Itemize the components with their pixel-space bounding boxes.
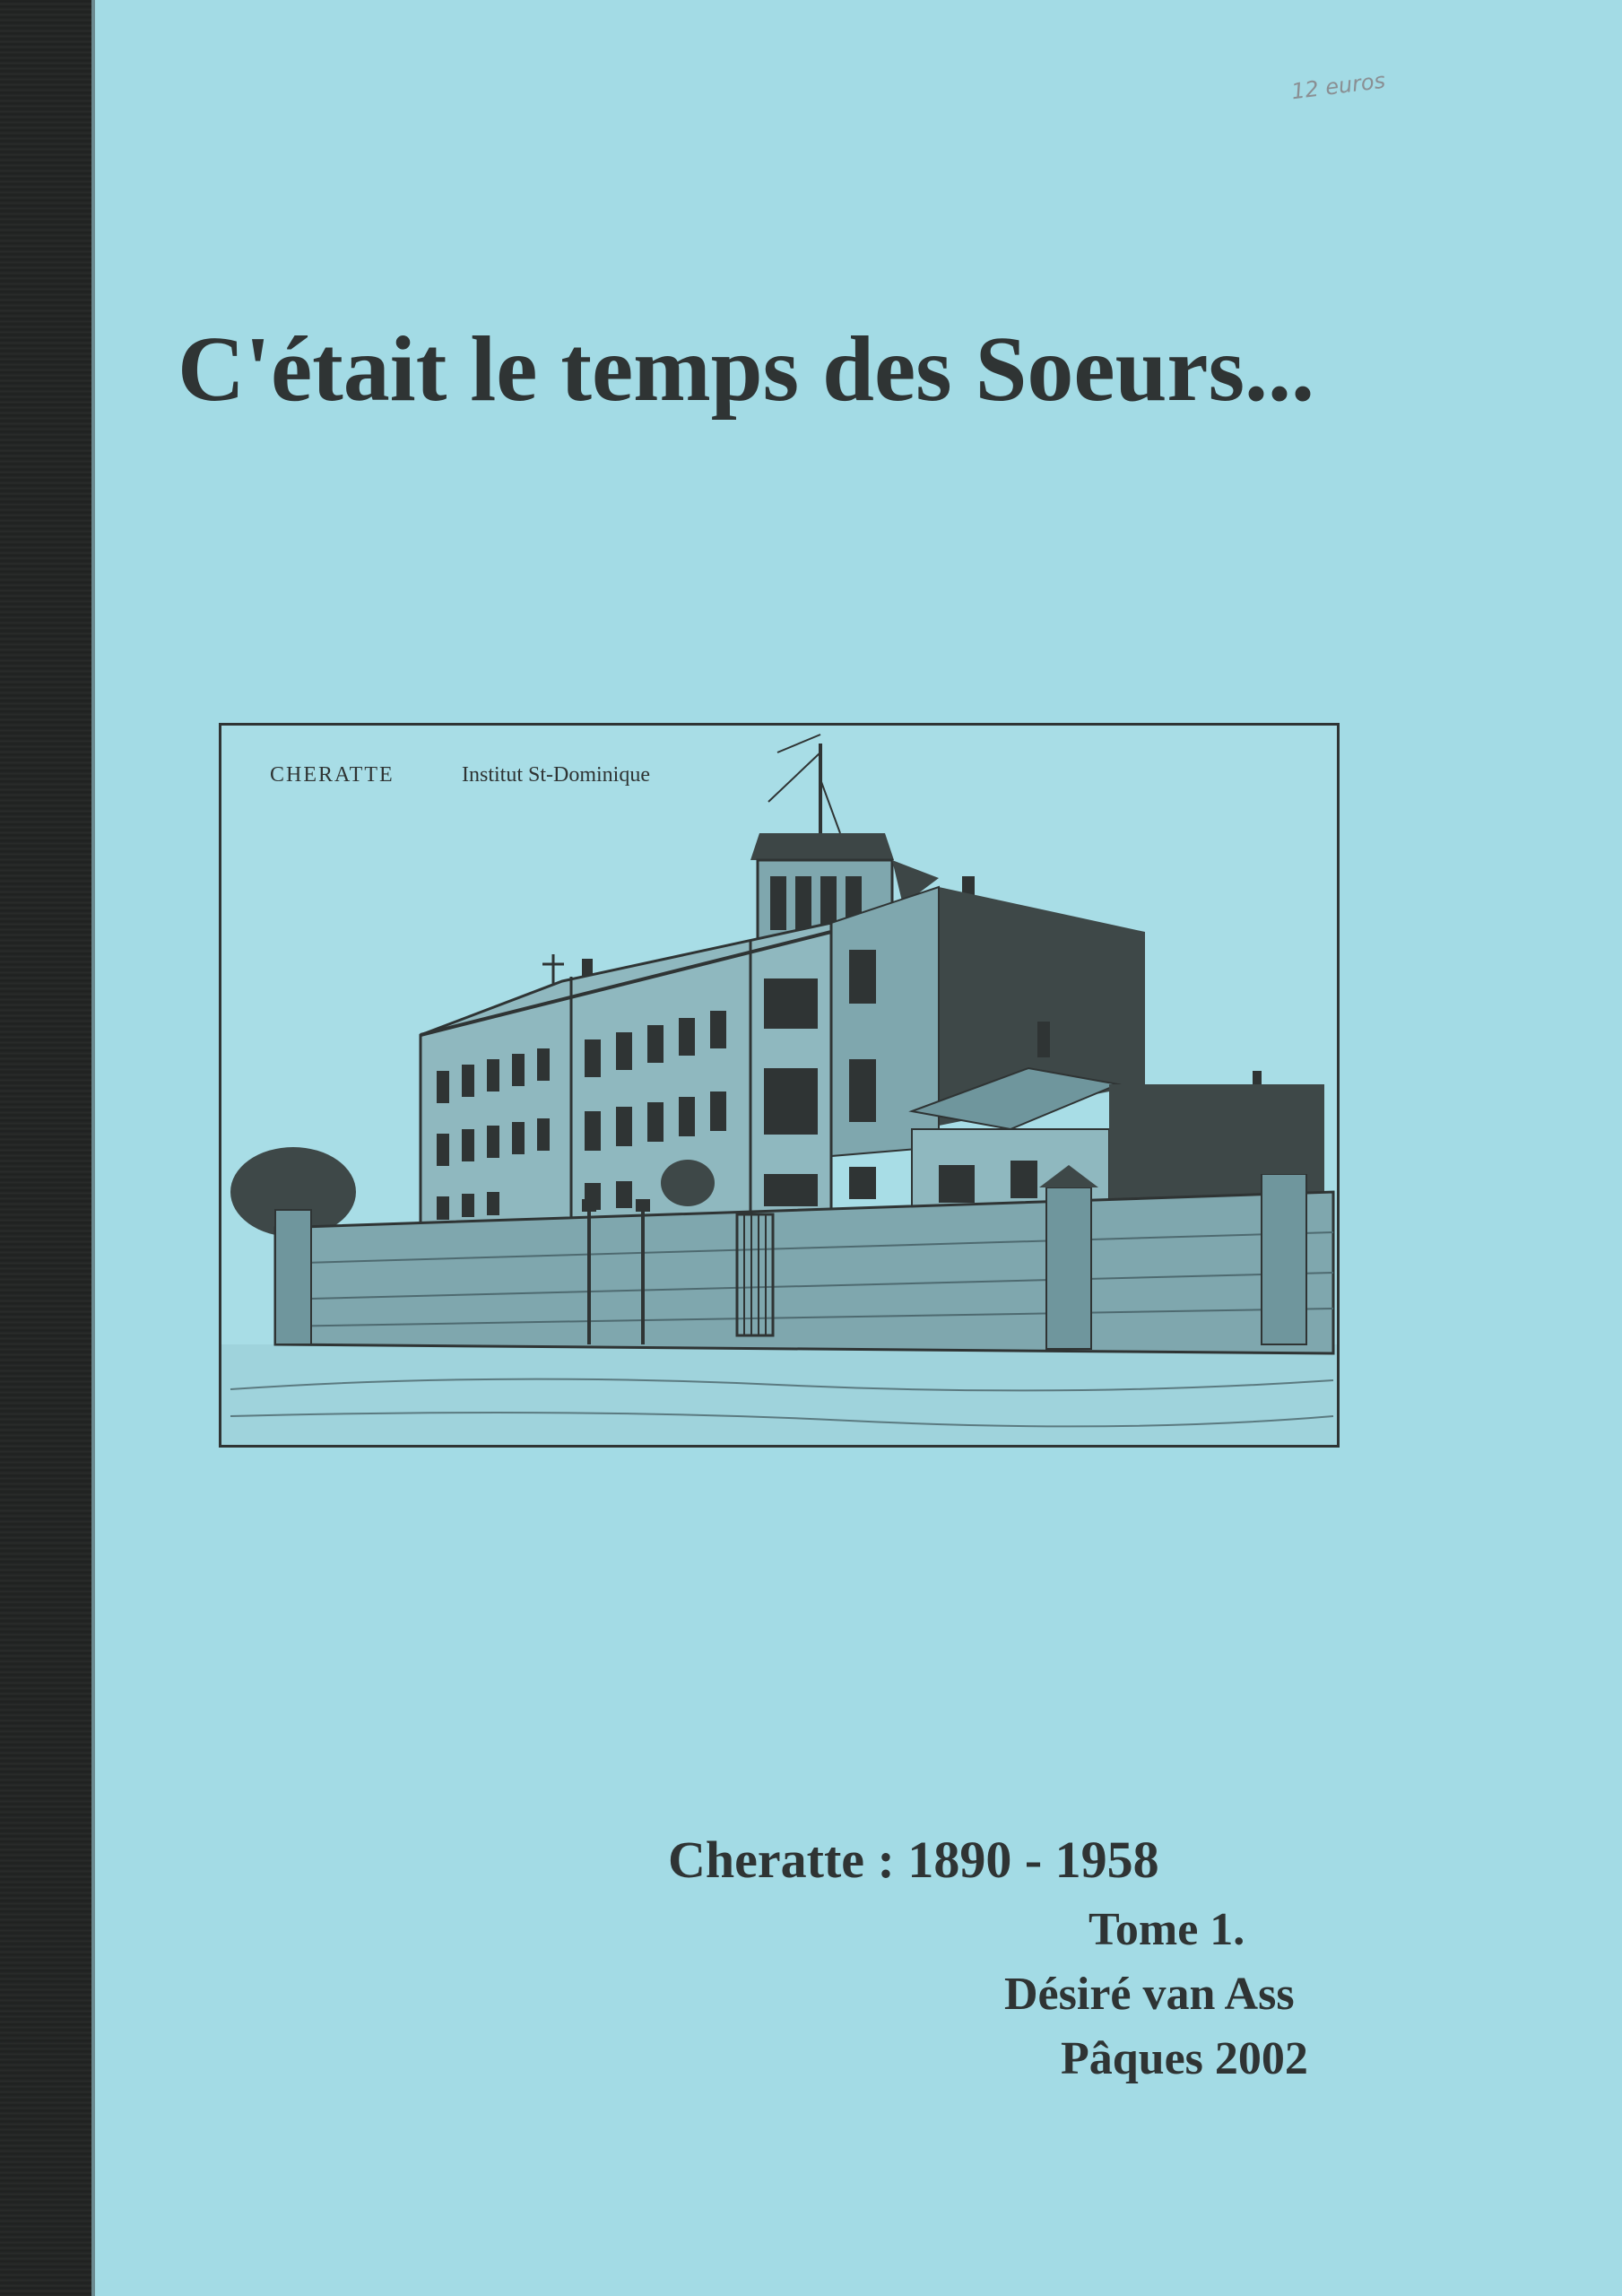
photo-caption-name: Institut St-Dominique	[462, 763, 650, 787]
cover-title: C'était le temps des Soeurs...	[178, 317, 1315, 421]
place-dates: Cheratte : 1890 - 1958	[668, 1831, 1159, 1889]
building-illustration	[221, 726, 1337, 1445]
photo-caption-place: CHERATTE	[270, 763, 395, 787]
author-name: Désiré van Ass	[1004, 1969, 1295, 2020]
publication-date: Pâques 2002	[1061, 2033, 1308, 2084]
spine-edge	[91, 0, 95, 2296]
book-spine	[0, 0, 91, 2296]
volume-number: Tome 1.	[1089, 1904, 1245, 1955]
handwritten-price-note: 12 euros	[1289, 67, 1387, 105]
postcard-photo	[219, 723, 1340, 1448]
